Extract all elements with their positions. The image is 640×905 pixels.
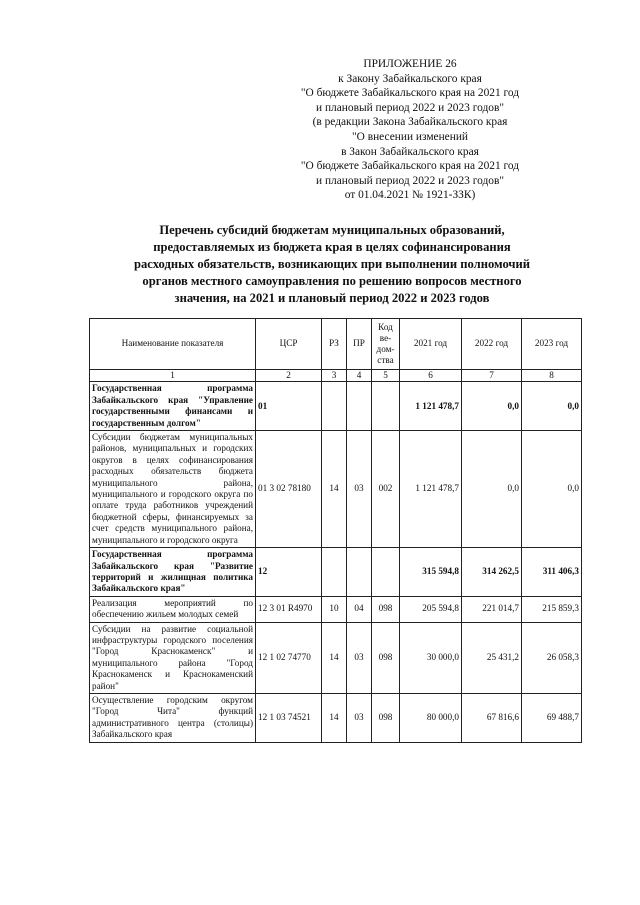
row-pr: 03 xyxy=(347,431,372,548)
row-csr: 12 1 02 74770 xyxy=(256,622,322,693)
header-name: Наименование показателя xyxy=(90,319,256,370)
row-csr: 01 3 02 78180 xyxy=(256,431,322,548)
row-rz xyxy=(322,548,347,597)
appendix-line: "О внесении изменений xyxy=(351,130,469,143)
row-2022: 221 014,7 xyxy=(462,596,522,622)
column-number: 3 xyxy=(322,370,347,382)
header-2023: 2023 год xyxy=(522,319,582,370)
row-pr: 04 xyxy=(347,596,372,622)
table-row xyxy=(90,431,582,548)
header-2022: 2022 год xyxy=(462,319,522,370)
row-pr: 03 xyxy=(347,622,372,693)
column-number-row xyxy=(90,370,582,382)
row-rz: 14 xyxy=(322,431,347,548)
row-rz: 10 xyxy=(322,596,347,622)
row-2021: 315 594,8 xyxy=(400,548,462,597)
row-2021: 30 000,0 xyxy=(400,622,462,693)
row-csr: 01 xyxy=(256,382,322,431)
column-number: 6 xyxy=(400,370,462,382)
table-row xyxy=(90,382,582,431)
row-kod: 098 xyxy=(372,693,400,742)
table-row xyxy=(90,622,582,693)
row-csr: 12 xyxy=(256,548,322,597)
row-name: Государственная программа Забайкальского края "Управление государственными финансами и государственным долгом" xyxy=(90,382,256,431)
appendix-line: "О бюджете Забайкальского края на 2021 год xyxy=(300,160,520,173)
row-2023: 215 859,3 xyxy=(522,596,582,622)
row-2021: 205 594,8 xyxy=(400,596,462,622)
row-pr xyxy=(347,382,372,431)
header-kod: Код ве-дом-ства xyxy=(372,319,400,370)
title-line: Перечень субсидий бюджетам муниципальных образований, xyxy=(159,223,505,237)
appendix-line: "О бюджете Забайкальского края на 2021 год xyxy=(300,87,520,100)
appendix-line: и плановый период 2022 и 2023 годов" xyxy=(316,101,504,114)
appendix-line: ПРИЛОЖЕНИЕ 26 xyxy=(363,58,457,70)
row-rz xyxy=(322,382,347,431)
header-csr: ЦСР xyxy=(256,319,322,370)
row-2022: 0,0 xyxy=(462,431,522,548)
appendix-line: от 01.04.2021 № 1921-ЗЗК) xyxy=(344,189,476,202)
table-row xyxy=(90,693,582,742)
row-kod: 002 xyxy=(372,431,400,548)
row-name: Субсидии бюджетам муниципальных районов, муниципальных и городских округов в целях софинансирования расходных обязательств бюджета муниципального района, муниципального и городского округа по оплате труда работников учреждений бюджетной сферы, финансируемых за счет средств муниципального района, муниципального и городского округа xyxy=(90,431,256,548)
row-kod: 098 xyxy=(372,596,400,622)
appendix-line: и плановый период 2022 и 2023 годов" xyxy=(316,174,504,187)
header-row xyxy=(90,319,582,370)
table-row xyxy=(90,548,582,597)
subsidies-table xyxy=(89,318,582,743)
row-csr: 12 1 03 74521 xyxy=(256,693,322,742)
column-number: 2 xyxy=(256,370,322,382)
column-number: 5 xyxy=(372,370,400,382)
row-rz: 14 xyxy=(322,622,347,693)
row-kod xyxy=(372,382,400,431)
row-2023: 26 058,3 xyxy=(522,622,582,693)
title-line: значения, на 2021 и плановый период 2022 и 2023 годов xyxy=(174,291,490,305)
row-kod xyxy=(372,548,400,597)
title-line: органов местного самоуправления по решению вопросов местного xyxy=(142,274,522,288)
row-2022: 314 262,5 xyxy=(462,548,522,597)
row-2023: 0,0 xyxy=(522,382,582,431)
header-rz: РЗ xyxy=(322,319,347,370)
row-csr: 12 3 01 R4970 xyxy=(256,596,322,622)
row-2021: 80 000,0 xyxy=(400,693,462,742)
row-2023: 0,0 xyxy=(522,431,582,548)
row-name: Субсидии на развитие социальной инфраструктуры городского поселения "Город Краснокаменск" и муниципального района "Город Краснокаменск и Краснокаменский район" xyxy=(90,622,256,693)
column-number: 1 xyxy=(90,370,256,382)
row-rz: 14 xyxy=(322,693,347,742)
title-line: предоставляемых из бюджета края в целях софинансирования xyxy=(153,240,511,254)
row-2022: 25 431,2 xyxy=(462,622,522,693)
header-pr: ПР xyxy=(347,319,372,370)
row-pr: 03 xyxy=(347,693,372,742)
row-name: Осуществление городским округом "Город Чита" функций административного центра (столицы) Забайкальского края xyxy=(90,693,256,742)
appendix-header xyxy=(280,57,540,203)
column-number: 4 xyxy=(347,370,372,382)
appendix-line: (в редакции Закона Забайкальского края xyxy=(312,116,508,129)
column-number: 7 xyxy=(462,370,522,382)
header-2021: 2021 год xyxy=(400,319,462,370)
row-name: Государственная программа Забайкальского края "Развитие территорий и жилищная политика Забайкальского края" xyxy=(90,548,256,597)
row-2022: 67 816,6 xyxy=(462,693,522,742)
row-2023: 311 406,3 xyxy=(522,548,582,597)
row-2023: 69 488,7 xyxy=(522,693,582,742)
row-2021: 1 121 478,7 xyxy=(400,382,462,431)
row-2022: 0,0 xyxy=(462,382,522,431)
row-2021: 1 121 478,7 xyxy=(400,431,462,548)
row-kod: 098 xyxy=(372,622,400,693)
appendix-line: в Закон Забайкальского края xyxy=(341,145,479,158)
table-row xyxy=(90,596,582,622)
title-line: расходных обязательств, возникающих при выполнении полномочий xyxy=(133,257,531,271)
appendix-line: к Закону Забайкальского края xyxy=(338,72,482,85)
row-name: Реализация мероприятий по обеспечению жильем молодых семей xyxy=(90,596,256,622)
row-pr xyxy=(347,548,372,597)
document-title xyxy=(92,222,572,307)
column-number: 8 xyxy=(522,370,582,382)
